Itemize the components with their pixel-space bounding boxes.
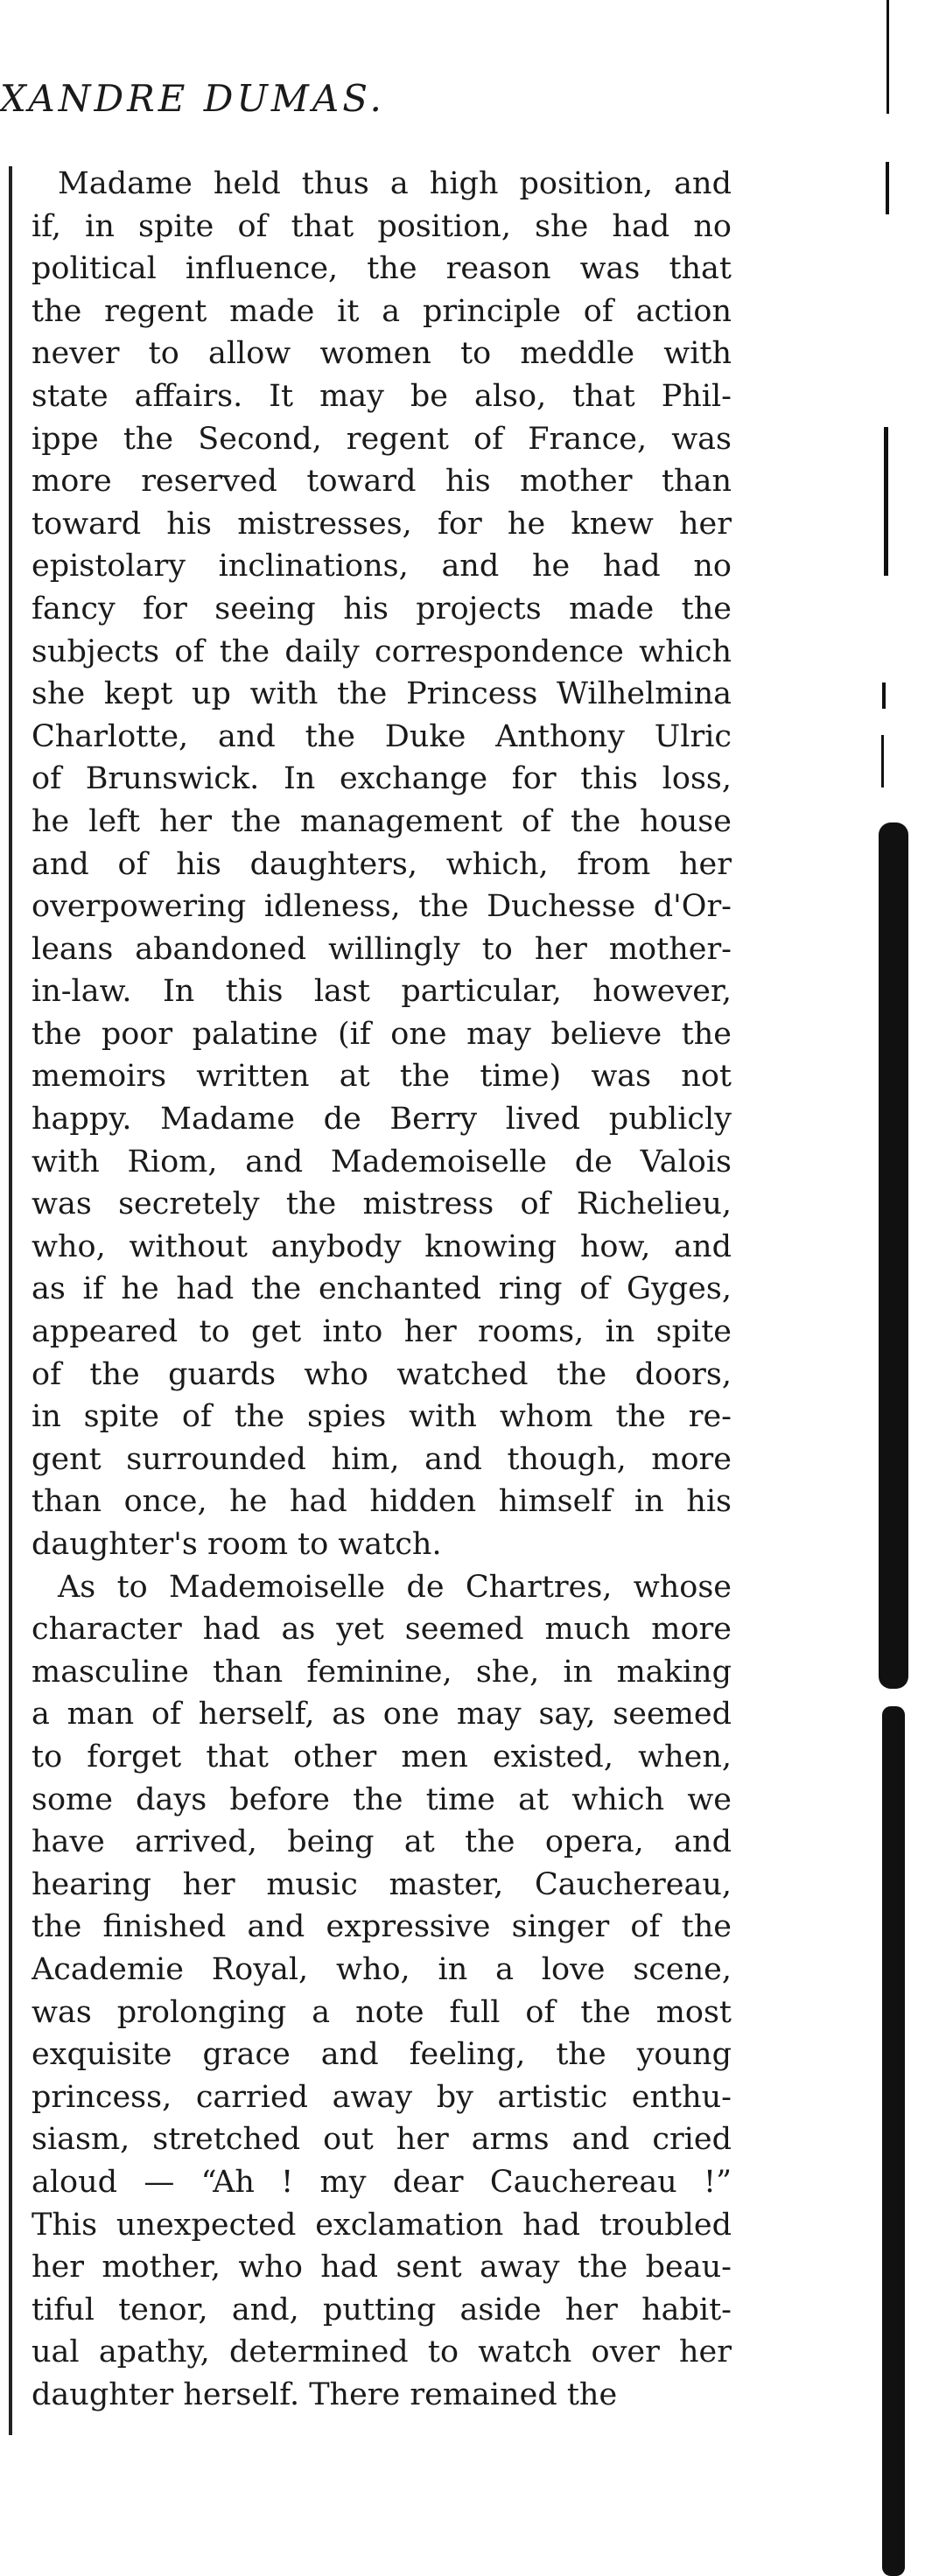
margin-mark bbox=[886, 162, 889, 214]
text-line: Academie Royal, who, in a love scene, bbox=[32, 1951, 732, 1987]
margin-mark bbox=[881, 735, 884, 788]
page-edge-margin bbox=[788, 0, 932, 2576]
text-line: princess, carried away by artistic enthu- bbox=[32, 2079, 732, 2115]
text-line: aloud — “Ah ! my dear Cauchereau !” bbox=[32, 2164, 732, 2200]
text-line: he left her the management of the house bbox=[32, 803, 732, 839]
text-line: happy. Madame de Berry lived publicly bbox=[32, 1102, 732, 1138]
text-line: This unexpected exclamation had troubled bbox=[32, 2207, 732, 2243]
text-line: of Brunswick. In exchange for this loss, bbox=[32, 761, 732, 797]
text-line: the finished and expressive singer of the bbox=[32, 1909, 732, 1945]
page-edge-shadow bbox=[882, 1706, 905, 2576]
text-line: than once, he had hidden himself in his bbox=[32, 1484, 732, 1520]
body-text bbox=[32, 163, 732, 2416]
text-line: state affairs. It may be also, that Phil- bbox=[32, 378, 732, 414]
text-line: character had as yet seemed much more bbox=[32, 1612, 732, 1648]
text-line: in spite of the spies with whom the re- bbox=[32, 1399, 732, 1435]
text-line: overpowering idleness, the Duchesse d'Or- bbox=[32, 889, 732, 925]
text-line: and of his daughters, which, from her bbox=[32, 846, 732, 882]
text-line: her mother, who had sent away the beau- bbox=[32, 2250, 732, 2286]
text-line: daughter herself. There remained the bbox=[32, 2376, 618, 2412]
text-line: a man of herself, as one may say, seemed bbox=[32, 1697, 732, 1732]
column-rule bbox=[9, 166, 12, 2435]
text-line: political influence, the reason was that bbox=[32, 251, 732, 287]
text-line: as if he had the enchanted ring of Gyges, bbox=[32, 1271, 732, 1307]
text-line: exquisite grace and feeling, the young bbox=[32, 2037, 732, 2073]
text-line: siasm, stretched out her arms and cried bbox=[32, 2122, 732, 2158]
text-line: in-law. In this last particular, however, bbox=[32, 974, 732, 1010]
text-line: epistolary inclinations, and he had no bbox=[32, 549, 732, 584]
page-edge-shadow bbox=[879, 822, 908, 1689]
text-line: she kept up with the Princess Wilhelmina bbox=[32, 676, 732, 712]
text-line: masculine than feminine, she, in making bbox=[32, 1654, 732, 1690]
text-line: the regent made it a principle of action bbox=[32, 293, 732, 329]
margin-mark bbox=[882, 682, 886, 709]
text-line: As to Mademoiselle de Chartres, whose bbox=[58, 1569, 732, 1605]
text-line: tiful tenor, and, putting aside her habit- bbox=[32, 2292, 732, 2328]
text-line: hearing her music master, Cauchereau, bbox=[32, 1866, 732, 1902]
text-line: memoirs written at the time) was not bbox=[32, 1059, 732, 1095]
text-line: ippe the Second, regent of France, was bbox=[32, 421, 732, 457]
text-line: of the guards who watched the doors, bbox=[32, 1356, 732, 1392]
text-line: who, without anybody knowing how, and bbox=[32, 1228, 732, 1264]
running-head: XANDRE DUMAS. bbox=[0, 77, 385, 120]
text-line: gent surrounded him, and though, more bbox=[32, 1441, 732, 1477]
text-line: if, in spite of that position, she had no bbox=[32, 208, 732, 244]
text-line: ual apathy, determined to watch over her bbox=[32, 2334, 732, 2370]
text-line: was secretely the mistress of Richelieu, bbox=[32, 1186, 732, 1222]
text-line: have arrived, being at the opera, and bbox=[32, 1824, 732, 1860]
margin-mark bbox=[886, 0, 889, 114]
text-line: with Riom, and Mademoiselle de Valois bbox=[32, 1144, 732, 1180]
text-line: toward his mistresses, for he knew her bbox=[32, 506, 732, 542]
text-line: daughter's room to watch. bbox=[32, 1527, 442, 1562]
text-line: leans abandoned willingly to her mother- bbox=[32, 931, 732, 967]
text-line: never to allow women to meddle with bbox=[32, 336, 732, 372]
text-line: the poor palatine (if one may believe the bbox=[32, 1016, 732, 1052]
text-line: more reserved toward his mother than bbox=[32, 464, 732, 500]
margin-mark bbox=[884, 427, 888, 576]
text-line: to forget that other men existed, when, bbox=[32, 1739, 732, 1774]
text-line: Charlotte, and the Duke Anthony Ulric bbox=[32, 718, 732, 754]
text-line: appeared to get into her rooms, in spite bbox=[32, 1314, 732, 1350]
text-line: was prolonging a note full of the most bbox=[32, 1994, 732, 2030]
text-line: Madame held thus a high position, and bbox=[58, 166, 732, 201]
text-line: some days before the time at which we bbox=[32, 1782, 732, 1817]
text-line: subjects of the daily correspondence which bbox=[32, 634, 732, 669]
text-line: fancy for seeing his projects made the bbox=[32, 591, 732, 626]
